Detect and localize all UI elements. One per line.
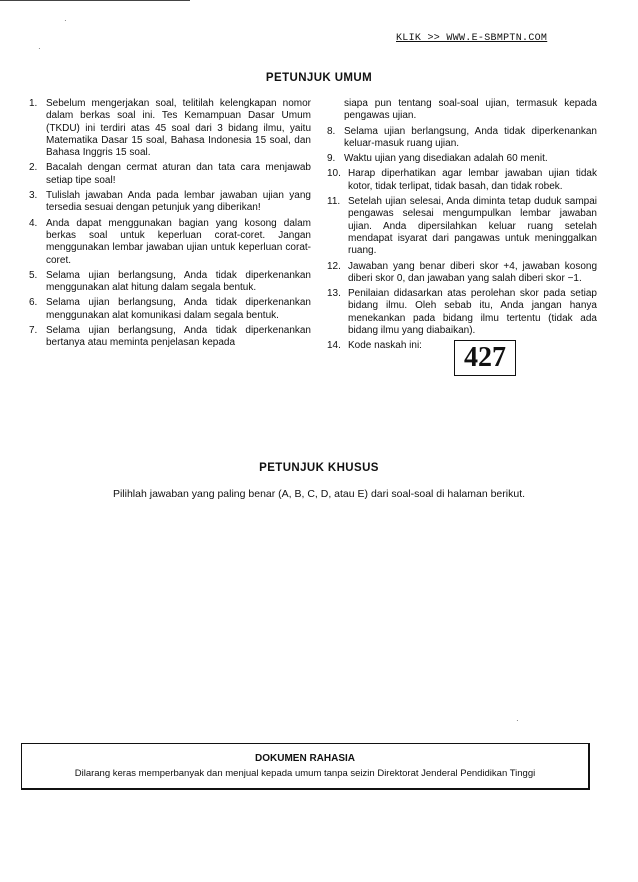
confidential-notice	[21, 743, 590, 790]
instruction-item: 5. Selama ujian berlangsung, Anda tidak diperkenankan menggunakan alat hitung dalam segala bentuk.	[29, 269, 311, 294]
confidential-title: DOKUMEN RAHASIA	[255, 753, 355, 764]
exam-code-row: 14. Kode naskah ini: 427	[327, 340, 597, 380]
instruction-item: 8. Selama ujian berlangsung, Anda tidak diperkenankan keluar-masuk ruang ujian.	[327, 125, 597, 149]
instruction-item: 13. Penilaian didasarkan atas perolehan skor pada setiap bidang ilmu. Oleh sebab itu, Anda jangan hanya menekankan pada bidang ilmu tertentu (tidak ada bidang ilmu yang diabaikan).	[327, 288, 597, 337]
instruction-item: 4. Anda dapat menggunakan bagian yang kosong dalam berkas soal untuk keperluan corat-coret. Jangan menggunakan lembar jawaban ujian untuk keperluan corat-coret.	[29, 217, 311, 266]
instruction-continuation: siapa pun tentang soal-soal ujian, termasuk kepada pengawas ujian.	[344, 98, 597, 122]
instruction-item: 3. Tulislah jawaban Anda pada lembar jawaban ujian yang tersedia sesuai dengan petunjuk yang diberikan!	[29, 190, 311, 214]
instructions-right-column	[327, 98, 597, 380]
specific-instructions-title: PETUNJUK KHUSUS	[259, 462, 379, 474]
instructions-left-column	[29, 98, 311, 353]
instruction-item: 9. Waktu ujian yang disediakan adalah 60 menit.	[327, 153, 548, 165]
top-edge-line	[0, 0, 190, 1]
instruction-item: 2. Bacalah dengan cermat aturan dan tata cara menjawab setiap tipe soal!	[29, 162, 311, 186]
scan-speck: ·	[38, 44, 41, 53]
instruction-item: 7. Selama ujian berlangsung, Anda tidak diperkenankan bertanya atau meminta penjelasan kepada	[29, 325, 311, 349]
instruction-item: 10. Harap diperhatikan agar lembar jawaban ujian tidak kotor, tidak terlipat, tidak basah, dan tidak robek.	[327, 168, 597, 192]
instruction-item: 1. Sebelum mengerjakan soal, telitilah kelengkapan nomor dalam berkas soal ini. Tes Kemampuan Dasar Umum (TKDU) ini terdiri atas 45 soal dari 3 bidang ilmu, yaitu Matematika Dasar 15 soal, Bahasa Indonesia 15 soal, dan Bahasa Inggris 15 soal.	[29, 98, 311, 159]
exam-code-label: Kode naskah ini:	[348, 340, 422, 352]
confidential-text: Dilarang keras memperbanyak dan menjual kepada umum tanpa seizin Direktorat Jenderal Pendidikan Tinggi	[74, 768, 536, 779]
scan-speck: ·	[64, 16, 67, 25]
specific-instructions-text: Pilihlah jawaban yang paling benar (A, B, C, D, atau E) dari soal-soal di halaman berikut.	[112, 488, 526, 500]
website-link[interactable]: KLIK >> WWW.E-SBMPTN.COM	[396, 33, 548, 44]
instruction-item: 11. Setelah ujian selesai, Anda diminta tetap duduk sampai pengawas selesai mengumpulkan lembar jawaban ujian. Anda dipersilahkan keluar ruang setelah mendapat isyarat dari pangawas untuk meninggalkan ruang.	[327, 196, 597, 257]
general-instructions-title: PETUNJUK UMUM	[265, 72, 373, 84]
exam-code-box: 427	[454, 340, 516, 376]
scan-speck: ·	[516, 716, 519, 725]
instruction-item: 12. Jawaban yang benar diberi skor +4, jawaban kosong diberi skor 0, dan jawaban yang salah diberi skor −1.	[327, 260, 597, 284]
instruction-item: 6. Selama ujian berlangsung, Anda tidak diperkenankan menggunakan alat komunikasi dalam segala bentuk.	[29, 297, 311, 321]
